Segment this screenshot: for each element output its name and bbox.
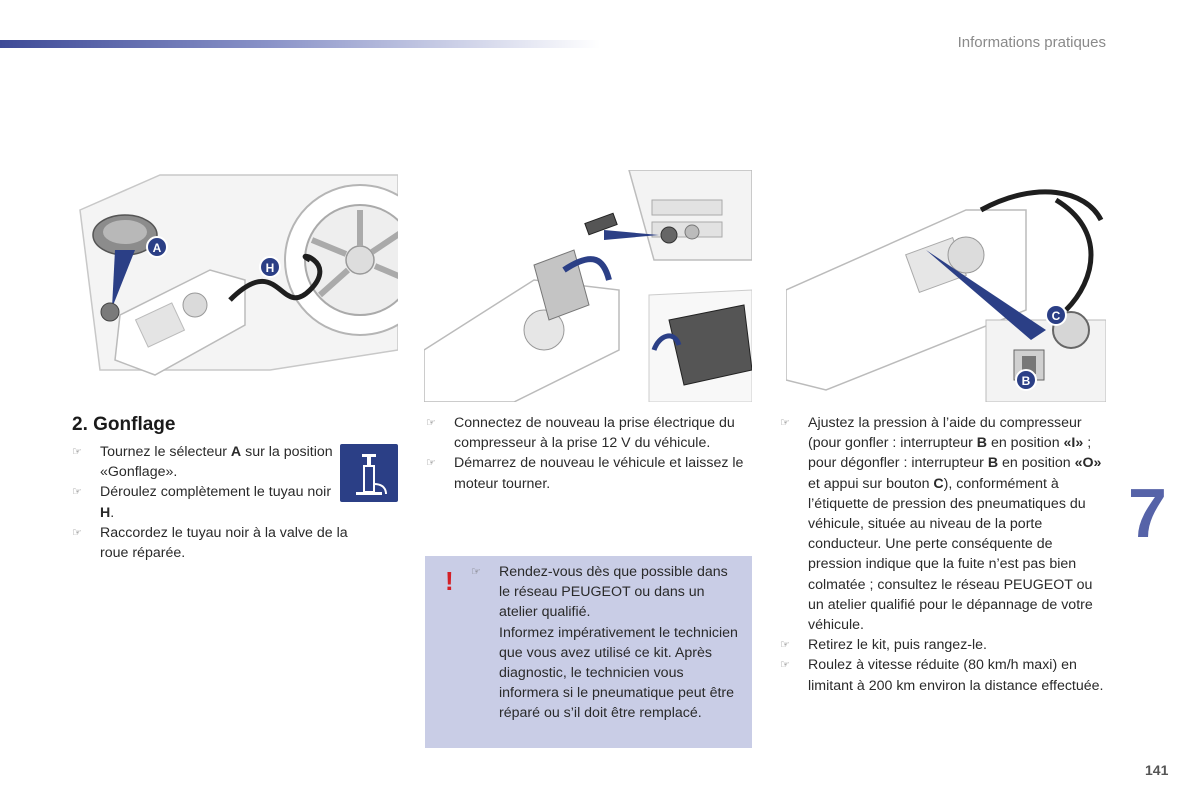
figure-pressure-controls xyxy=(786,170,1106,402)
compressor-wheel-illustration xyxy=(70,170,398,402)
callout-b xyxy=(1016,370,1036,390)
list-item: ☞ Retirez le kit, puis rangez-le. xyxy=(780,635,1110,655)
list-item: ☞ Ajustez la pression à l’aide du compresseur (pour gonfler : interrupteur B en position «I» ; pour dégonfler : interrupteur B en position «O» et appui sur bouton C), conformément à l’étiquette de pression des pneumatiques du véhicule, située au niveau de la porte conducteur. Une perte conséquente de pression indique que la fuite n’est pas bien colmatée ; consultez le réseau PEUGEOT ou un atelier qualifié pour le dépannage de votre véhicule. xyxy=(780,415,1102,634)
page-number: 141 xyxy=(1145,762,1169,778)
callout-h xyxy=(260,257,280,277)
callout-c xyxy=(1046,305,1066,325)
hand-pointer-icon: ☞ xyxy=(426,417,436,429)
callout-b-label: B xyxy=(1021,374,1031,388)
hand-pointer-icon: ☞ xyxy=(471,566,481,578)
page-header-title: Informations pratiques xyxy=(957,34,1106,51)
list-item: ☞ Démarrez de nouveau le véhicule et laissez le moteur tourner. xyxy=(426,455,744,492)
column-right xyxy=(780,413,1110,696)
list-item: ☞ Roulez à vitesse réduite (80 km/h maxi) en limitant à 200 km environ la distance effectuée. xyxy=(780,657,1104,694)
figure-12v-socket xyxy=(424,170,752,402)
callout-h-label: H xyxy=(265,261,275,275)
callout-a xyxy=(147,237,167,257)
list-item: ☞ Connectez de nouveau la prise électrique du compresseur à la prise 12 V du véhicule. xyxy=(426,415,735,452)
chapter-number: 7 xyxy=(1128,474,1167,552)
warning-exclamation-icon: ! xyxy=(445,566,454,596)
hand-pointer-icon: ☞ xyxy=(426,457,436,470)
list-item: ☞ Déroulez complètement le tuyau noir H. xyxy=(72,484,332,521)
list-item: ☞ Raccordez le tuyau noir à la valve de la roue réparée. xyxy=(72,524,348,562)
section-title: 2. Gonflage xyxy=(72,414,176,435)
column-left xyxy=(72,442,372,563)
figure-compressor-wheel xyxy=(70,170,398,402)
hand-pointer-icon: ☞ xyxy=(72,486,82,499)
hand-pointer-icon: ☞ xyxy=(72,526,82,539)
header-accent-bar xyxy=(0,40,600,48)
hand-pointer-icon: ☞ xyxy=(780,639,790,652)
callout-c-label: C xyxy=(1051,309,1061,323)
hand-pointer-icon: ☞ xyxy=(780,417,790,429)
warning-box xyxy=(425,556,752,748)
list-item: ☞ Tournez le sélecteur A sur la position «Gonflage». xyxy=(72,444,333,481)
list-item: ☞ Rendez-vous dès que possible dans le réseau PEUGEOT ou dans un atelier qualifié. Informez impérativement le technicien que vous avez utilisé ce kit. Après diagnostic, le technicien vous informera si le pneumatique peut être réparé ou s’il doit être remplacé. xyxy=(471,564,738,722)
callout-a-label: A xyxy=(152,241,162,255)
warning-text xyxy=(471,562,741,724)
hand-pointer-icon: ☞ xyxy=(780,659,790,672)
hand-pointer-icon: ☞ xyxy=(72,446,82,458)
column-middle xyxy=(426,413,756,494)
